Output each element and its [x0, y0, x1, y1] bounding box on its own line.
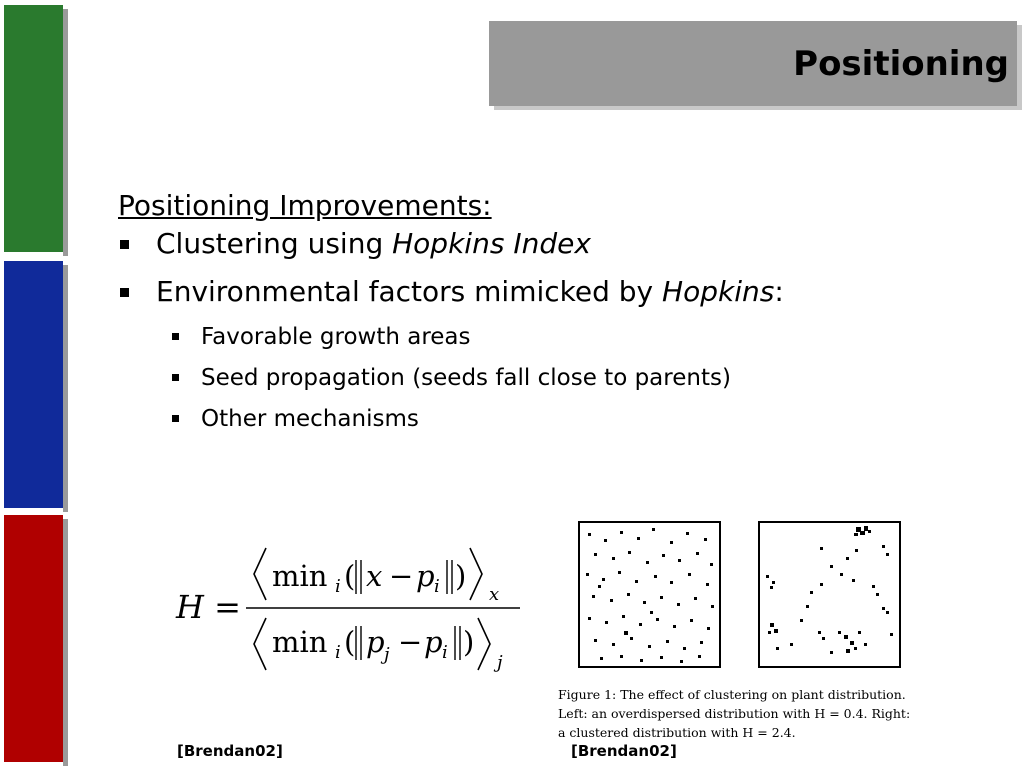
citation-right: [Brendan02] [571, 742, 677, 760]
subbullet-growth [118, 322, 978, 363]
bullet-emph: Hopkins Index [392, 227, 591, 260]
slide-body [118, 188, 978, 445]
formula-sub: i [335, 642, 341, 663]
formula-paren: ) [463, 625, 475, 659]
decor-bar-green [4, 5, 63, 252]
overdispersed-distribution-plot [578, 521, 721, 668]
bullet-square-icon [120, 240, 129, 249]
formula-p: p [424, 625, 443, 659]
bullet-square-icon [172, 415, 179, 422]
dot-field-clustered [760, 523, 899, 666]
formula-sub: i [442, 642, 448, 663]
bullet-environmental [118, 274, 978, 322]
citation-left: [Brendan02] [177, 742, 283, 760]
clustered-distribution-plot [758, 521, 901, 668]
angle-bracket-right [470, 548, 482, 600]
angle-bracket-left [254, 618, 266, 670]
formula-sub: j [497, 652, 503, 673]
dot-field-overdispersed [580, 523, 719, 666]
section-heading: Positioning Improvements: [118, 189, 492, 222]
figure-caption [558, 685, 938, 742]
formula-p: p [366, 625, 385, 659]
formula-paren: ( [344, 625, 356, 659]
formula-x: x [366, 559, 383, 593]
hopkins-formula [170, 538, 530, 678]
formula-sub: i [434, 576, 440, 597]
formula-min: min [272, 559, 328, 593]
angle-bracket-right [478, 618, 490, 670]
bullet-text: Clustering using [156, 227, 393, 260]
subbullet-text: Favorable growth areas [201, 324, 471, 350]
caption-line: Left: an overdispersed distribution with H = 0.4. Right: [558, 706, 911, 721]
formula-min: min [272, 625, 328, 659]
bullet-square-icon [172, 374, 179, 381]
bullet-square-icon [120, 288, 129, 297]
formula-sub: i [335, 576, 341, 597]
bullet-clustering [118, 226, 978, 274]
angle-bracket-left [254, 548, 266, 600]
subbullet-text: Other mechanisms [201, 406, 419, 432]
decor-bar-red [4, 515, 63, 762]
formula-sub: j [384, 644, 390, 665]
title-banner [489, 21, 1017, 106]
slide-title: Positioning [793, 43, 1009, 84]
formula-minus: − [398, 625, 423, 659]
subbullet-seed [118, 363, 978, 404]
bullet-emph: Hopkins [662, 275, 775, 308]
formula-p: p [416, 559, 435, 593]
bullet-square-icon [172, 333, 179, 340]
subbullet-other [118, 404, 978, 445]
caption-line: Figure 1: The effect of clustering on plant distribution. [558, 687, 906, 702]
bullet-text: Environmental factors mimicked by [156, 275, 663, 308]
formula-paren: ) [455, 559, 467, 593]
formula-paren: ( [344, 559, 356, 593]
formula-minus: − [389, 559, 414, 593]
bullet-suffix: : [774, 275, 784, 308]
formula-sub: x [489, 584, 500, 605]
decor-bar-blue [4, 261, 63, 508]
formula-lhs: H = [176, 588, 241, 626]
subbullet-text: Seed propagation (seeds fall close to parents) [201, 365, 731, 391]
caption-line: a clustered distribution with H = 2.4. [558, 725, 796, 740]
